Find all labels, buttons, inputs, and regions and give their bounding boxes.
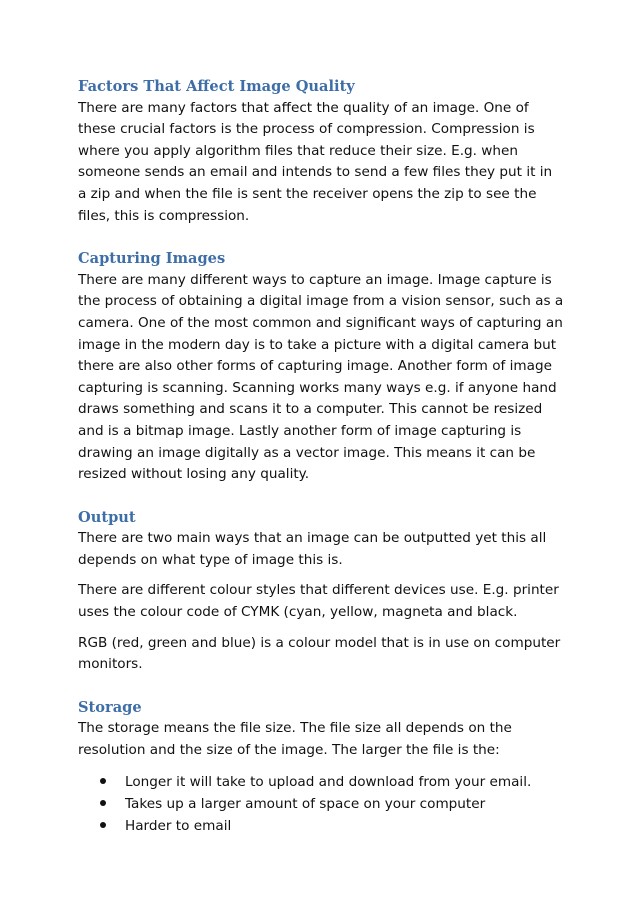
heading-factors: Factors That Affect Image Quality [78, 78, 355, 95]
section-factors [78, 76, 564, 227]
list-item [100, 793, 564, 815]
list-item-text: Harder to email [125, 817, 232, 834]
list-item [100, 771, 564, 793]
paragraph-output-1: There are two main ways that an image can be outputted yet this all depends on what type of image this is. [78, 530, 547, 568]
section-spacer [78, 676, 564, 697]
storage-bullet-list [78, 771, 564, 837]
paragraph-output-3: RGB (red, green and blue) is a colour model that is in use on computer monitors. [78, 634, 561, 673]
paragraph-spacer [78, 624, 564, 633]
paragraph-storage: The storage means the file size. The file size all depends on the resolution and the size of the image. The larger the file is the: [78, 720, 512, 759]
paragraph-output-2: There are different colour styles that different devices use. E.g. printer uses the colour code of CYMK (cyan, yellow, magneta and black. [78, 582, 559, 621]
bullet-icon [100, 822, 106, 828]
heading-output: Output [78, 508, 136, 526]
section-capturing [78, 248, 564, 486]
paragraph-capturing: There are many different ways to capture an image. Image capture is the process of obtaining a digital image from a vision sensor, such as a camera. One of the most common and significant ways of capturing an image in the modern day is to take a picture with a digital camera but there are also other forms of capturing image. Another form of image capturing is scanning. Scanning works many ways e.g. if anyone hand draws something and scans it to a computer. This cannot be resized and is a bitmap image. Lastly another form of image capturing is drawing an image digitally as a vector image. This means it can be resized without losing any quality. [78, 271, 564, 483]
section-spacer [78, 486, 564, 507]
heading-storage: Storage [78, 698, 142, 716]
document-body [78, 76, 564, 837]
list-item [100, 815, 564, 837]
paragraph-spacer [78, 571, 564, 580]
section-output [78, 507, 564, 676]
paragraph-spacer [78, 762, 564, 771]
bullet-icon [100, 800, 106, 806]
heading-capturing: Capturing Images [78, 250, 226, 268]
section-spacer [78, 227, 564, 248]
list-item-text: Takes up a larger amount of space on your computer [125, 795, 486, 812]
list-item-text: Longer it will take to upload and download from your email. [125, 773, 532, 790]
bullet-icon [100, 778, 106, 784]
paragraph-factors: There are many factors that affect the quality of an image. One of these crucial factors is the process of compression. Compression is where you apply algorithm files that reduce their size. E.g. when someone sends an email and intends to send a few files they put it in a zip and when the file is sent the receiver opens the zip to see the files, this is compression. [78, 99, 553, 224]
section-storage [78, 697, 564, 837]
